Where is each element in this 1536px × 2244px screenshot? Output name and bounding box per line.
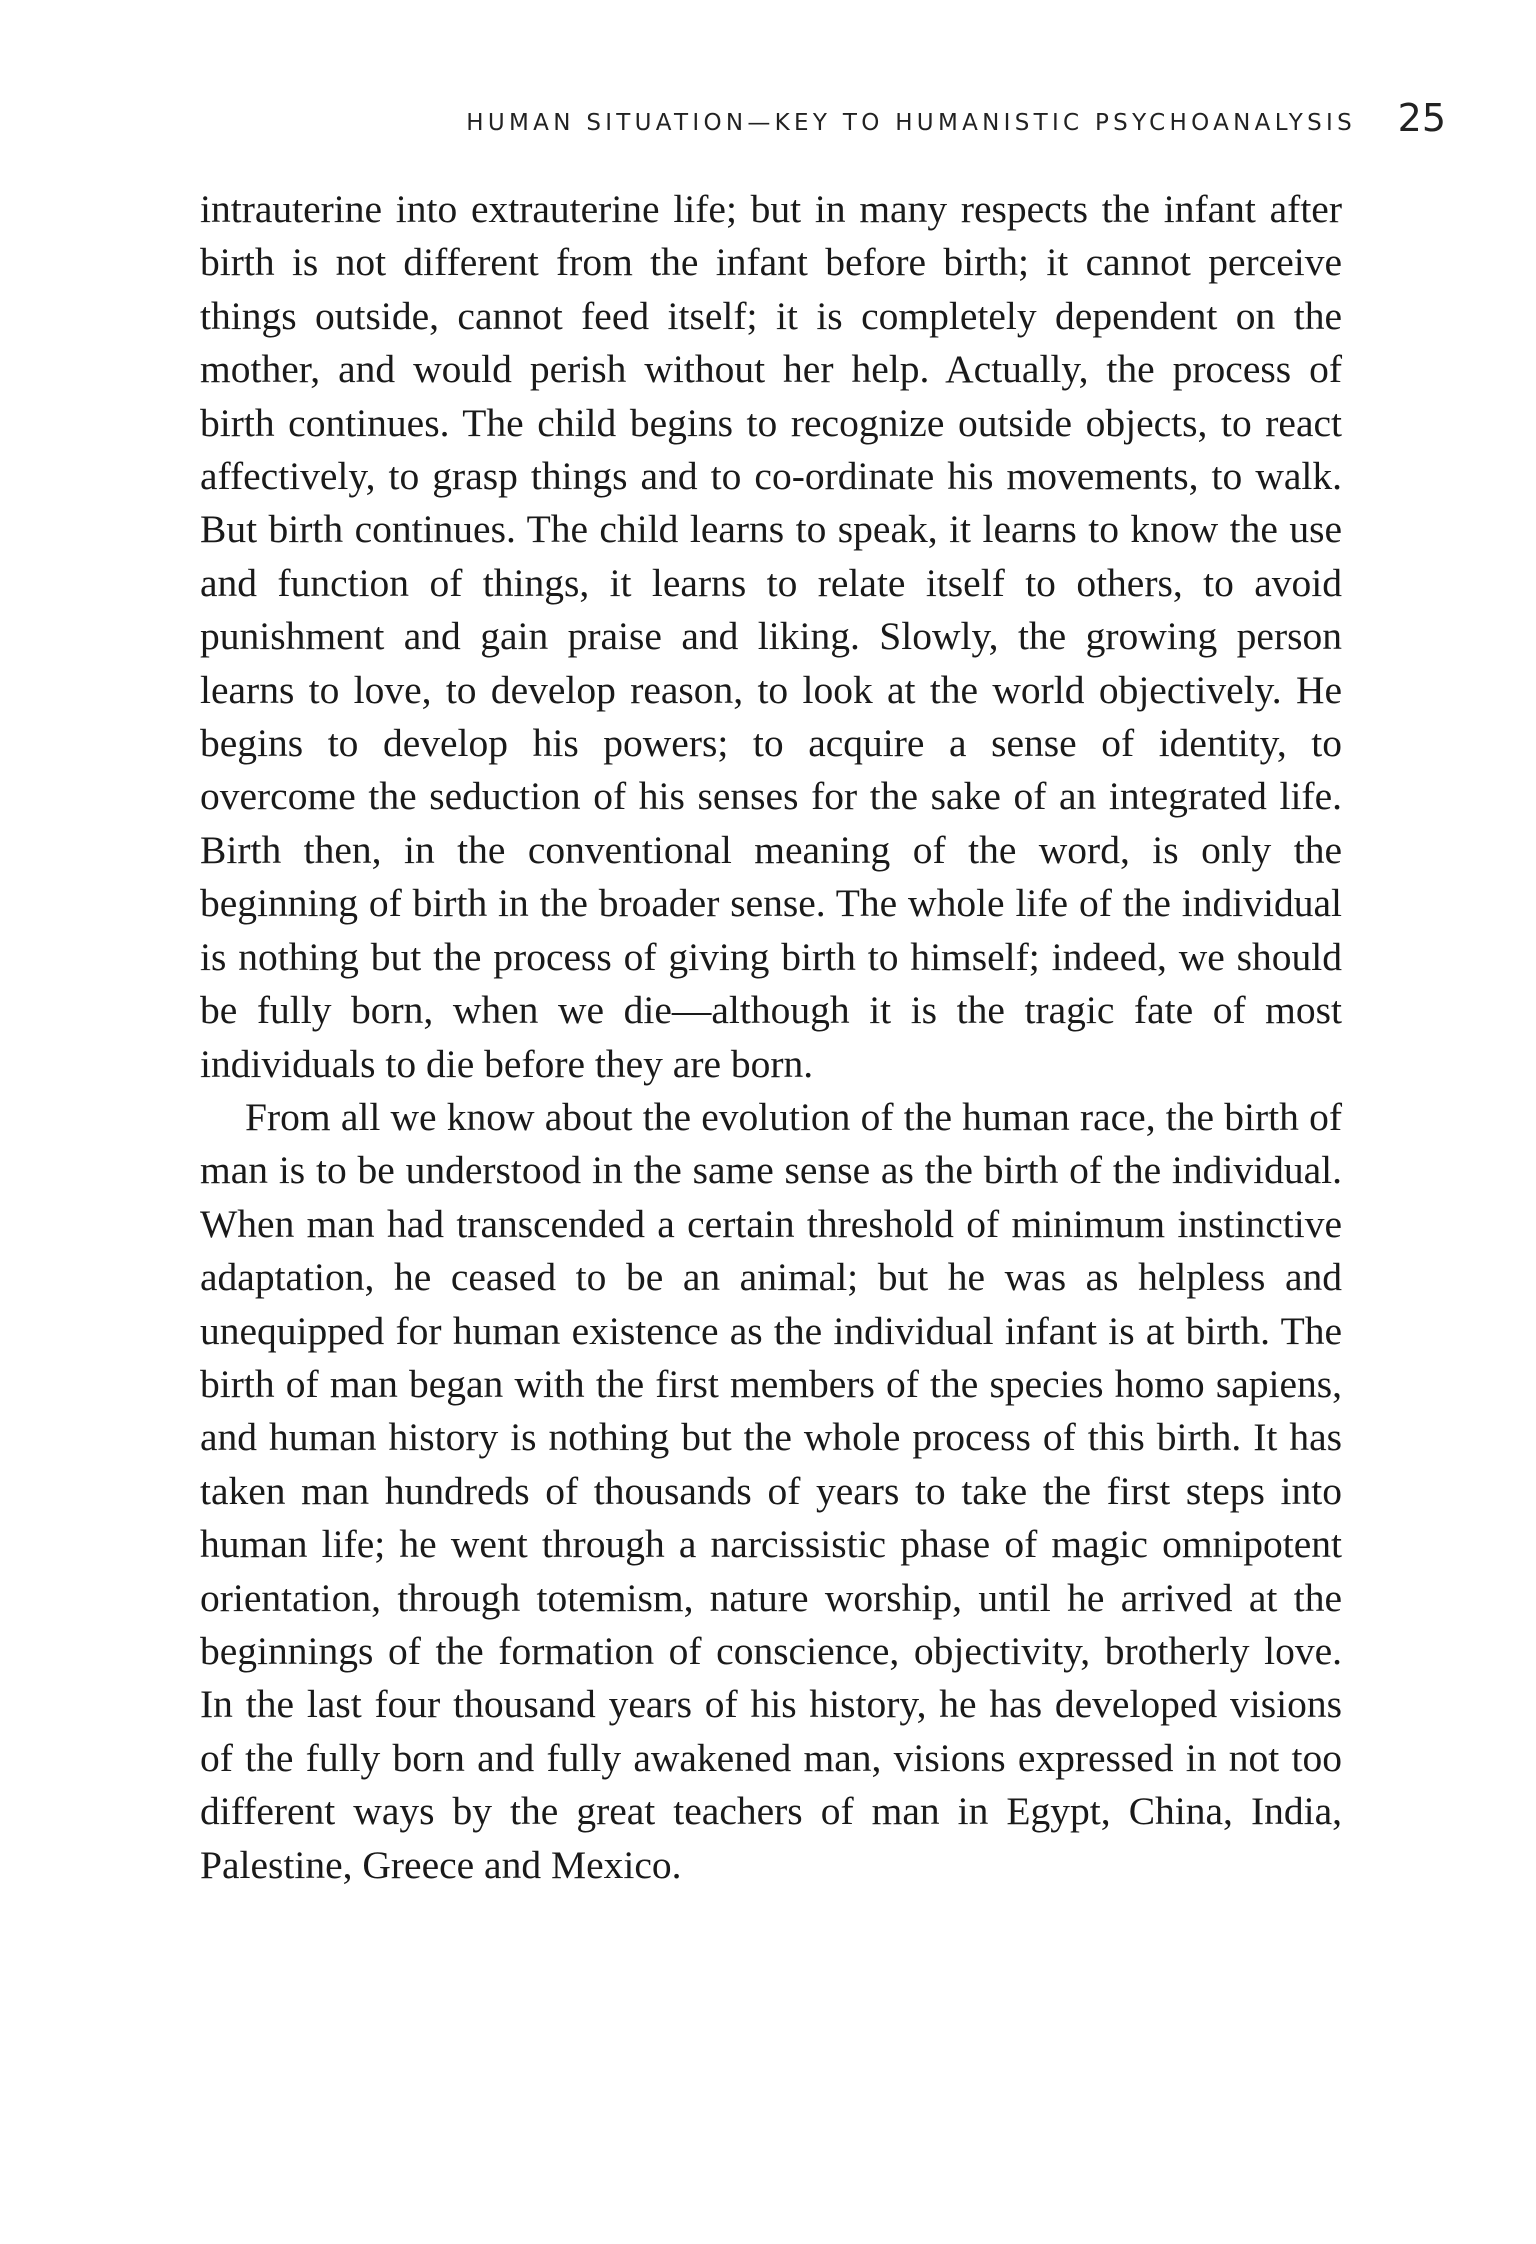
- paragraph-evolution: From all we know about the evolution of the human race, the birth of man is to be understood in the same sense as the birth of the individual. When man had transcended a certain threshold of minimum instinctive adaptation, he ceased to be an animal; but he was as helpless and unequipped for human existence as the individual infant is at birth. The birth of man began with the first members of the species homo sapiens, and human history is nothing but the whole process of this birth. It has taken man hundreds of thousands of years to take the first steps into human life; he went through a narcissistic phase of magic omnipotent orientation, through totemism, nature worship, until he arrived at the beginnings of the formation of conscience, objectivity, brotherly love. In the last four thousand years of his history, he has developed visions of the fully born and fully awakened man, visions expressed in not too different ways by the great teachers of man in Egypt, China, India, Palestine, Greece and Mexico.: [200, 1094, 1342, 1887]
- page-number: 25: [1397, 96, 1446, 140]
- paragraph-continued: intrauterine into extrauterine life; but in many respects the infant after birth is not different from the infant before birth; it cannot perceive things outside, cannot feed itself; it is completely dependent on the mother, and would perish without her help. Actually, the process of birth continues. The child begins to recognize outside objects, to react affectively, to grasp things and to co-ordinate his movements, to walk. But birth continues. The child learns to speak, it learns to know the use and function of things, it learns to relate itself to others, to avoid punishment and gain praise and liking. Slowly, the growing person learns to love, to develop reason, to look at the world objectively. He begins to develop his powers; to acquire a sense of identity, to overcome the seduction of his senses for the sake of an integrated life. Birth then, in the conventional meaning of the word, is only the beginning of birth in the broader sense. The whole life of the individual is nothing but the process of giving birth to himself; indeed, we should be fully born, when we die—although it is the tragic fate of most individuals to die before they are born.: [200, 187, 1342, 1086]
- running-head: [200, 96, 1446, 146]
- running-title: HUMAN SITUATION—KEY TO HUMANISTIC PSYCHOANALYSIS: [466, 110, 1356, 136]
- body-text: [200, 183, 1342, 1892]
